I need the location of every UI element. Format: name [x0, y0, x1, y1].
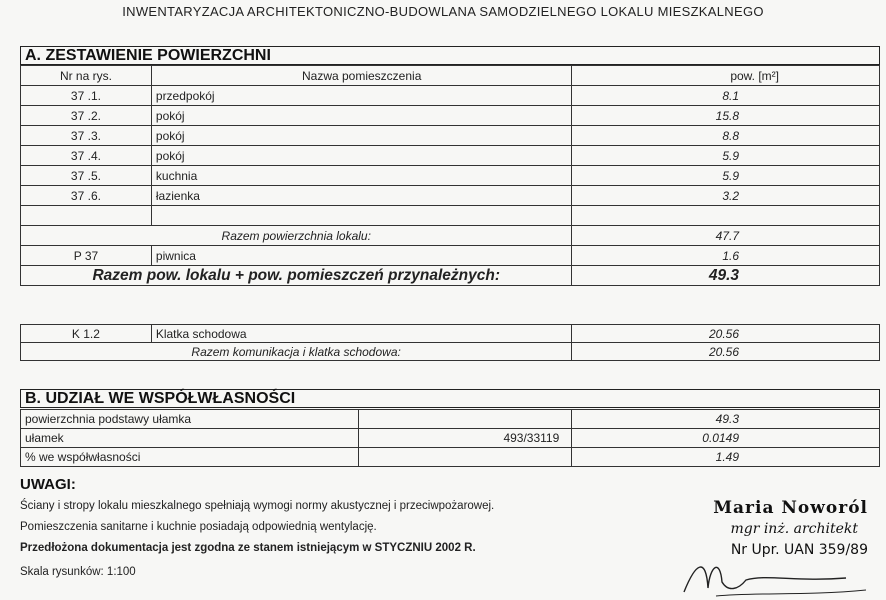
stamp-title: mgr inż. architekt [730, 521, 858, 537]
room-area: 3.2 [572, 186, 880, 206]
share-label: % we współwłasności [21, 448, 359, 467]
note-line: Skala rysunków: 1:100 [20, 566, 136, 578]
communication-value: 20.56 [572, 343, 880, 361]
note-line: Pomieszczenia sanitarne i kuchnie posiadają odpowiednią wentylację. [20, 521, 377, 533]
staircase-table [20, 324, 880, 361]
notes-title: UWAGI: [20, 476, 76, 493]
room-nr: 37 .6. [21, 186, 152, 206]
share-label: ułamek [21, 429, 359, 448]
col-area-header: pow. [m²] [572, 66, 880, 86]
total-value: 47.7 [572, 226, 880, 246]
signature-scribble [676, 552, 876, 598]
room-area: 15.8 [572, 106, 880, 126]
grand-total-row [21, 266, 880, 286]
communication-label: Razem komunikacja i klatka schodowa: [21, 343, 572, 361]
share-row [21, 429, 880, 448]
table-row [21, 146, 880, 166]
room-name: pokój [151, 126, 572, 146]
note-line: Przedłożona dokumentacja jest zgodna ze stanem istniejącym w STYCZNIU 2002 R. [20, 542, 476, 554]
col-nr-header: Nr na rys. [21, 66, 152, 86]
room-nr: 37 .1. [21, 86, 152, 106]
share-value: 1.49 [572, 448, 880, 467]
section-a-title: A. ZESTAWIENIE POWIERZCHNI [20, 46, 880, 65]
room-nr: 37 .5. [21, 166, 152, 186]
share-row [21, 410, 880, 429]
room-nr: 37 .3. [21, 126, 152, 146]
stamp-name: Maria Noworól [713, 498, 868, 518]
room-area: 5.9 [572, 146, 880, 166]
total-label: Razem powierzchnia lokalu: [21, 226, 572, 246]
room-name: pokój [151, 146, 572, 166]
share-mid [358, 448, 572, 467]
table-row [21, 186, 880, 206]
section-b-title: B. UDZIAŁ WE WSPÓŁWŁASNOŚCI [20, 389, 880, 408]
share-row [21, 448, 880, 467]
total-row [21, 226, 880, 246]
share-mid: 493/33119 [358, 429, 572, 448]
stamp-license: Nr Upr. UAN 359/89 [730, 542, 868, 558]
share-table [20, 409, 880, 467]
cellar-nr: P 37 [21, 246, 152, 266]
share-mid [358, 410, 572, 429]
staircase-row [21, 325, 880, 343]
cellar-name: piwnica [151, 246, 572, 266]
stair-name: Klatka schodowa [151, 325, 571, 343]
room-name: przedpokój [151, 86, 572, 106]
stair-area: 20.56 [572, 325, 880, 343]
table-row [21, 86, 880, 106]
share-label: powierzchnia podstawy ułamka [21, 410, 359, 429]
table-row [21, 166, 880, 186]
grand-total-label: Razem pow. lokalu + pow. pomieszczeń przynależnych: [21, 266, 572, 286]
room-area: 8.8 [572, 126, 880, 146]
stair-nr: K 1.2 [21, 325, 152, 343]
share-value: 49.3 [572, 410, 880, 429]
communication-row [21, 343, 880, 361]
surface-table [20, 65, 880, 286]
room-name: pokój [151, 106, 572, 126]
room-area: 5.9 [572, 166, 880, 186]
table-row [21, 126, 880, 146]
grand-total-value: 49.3 [572, 266, 880, 286]
note-line: Ściany i stropy lokalu mieszkalnego spełniają wymogi normy akustycznej i przeciwpożarowej. [20, 500, 495, 512]
room-nr: 37 .2. [21, 106, 152, 126]
room-name: łazienka [151, 186, 572, 206]
col-name-header: Nazwa pomieszczenia [151, 66, 572, 86]
cellar-area: 1.6 [572, 246, 880, 266]
room-area: 8.1 [572, 86, 880, 106]
table-header-row [21, 66, 880, 86]
cellar-row [21, 246, 880, 266]
table-row [21, 106, 880, 126]
room-nr: 37 .4. [21, 146, 152, 166]
document-title: INWENTARYZACJA ARCHITEKTONICZNO-BUDOWLANA SAMODZIELNEGO LOKALU MIESZKALNEGO [122, 4, 764, 19]
empty-row [21, 206, 880, 226]
room-name: kuchnia [151, 166, 572, 186]
share-value: 0.0149 [572, 429, 880, 448]
